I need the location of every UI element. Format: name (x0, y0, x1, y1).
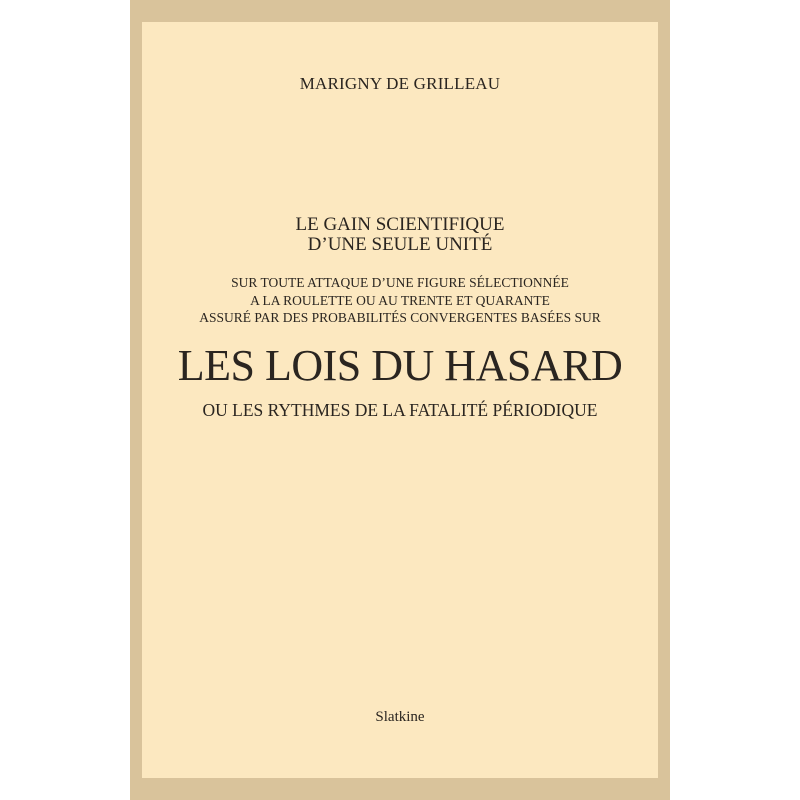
subtitle-main-line: LE GAIN SCIENTIFIQUE (295, 214, 505, 235)
subtitle-main (142, 215, 658, 255)
book-title: LES LOIS DU HASARD (177, 341, 623, 390)
subtitle-detail (142, 274, 658, 327)
subtitle-detail-line: SUR TOUTE ATTAQUE D’UNE FIGURE SÉLECTIONNÉE (231, 275, 569, 290)
book-title-subtitle: OU LES RYTHMES DE LA FATALITÉ PÉRIODIQUE (202, 400, 598, 420)
cover-panel (142, 22, 658, 778)
subtitle-main-line: D’UNE SEULE UNITÉ (307, 234, 493, 255)
subtitle-detail-line: A LA ROULETTE OU AU TRENTE ET QUARANTE (250, 292, 550, 308)
subtitle-detail-line: ASSURÉ PAR DES PROBABILITÉS CONVERGENTES BASÉES SUR (199, 310, 601, 325)
author-name: MARIGNY DE GRILLEAU (299, 74, 501, 93)
publisher-name: Slatkine (375, 709, 425, 725)
book-cover (130, 0, 670, 800)
